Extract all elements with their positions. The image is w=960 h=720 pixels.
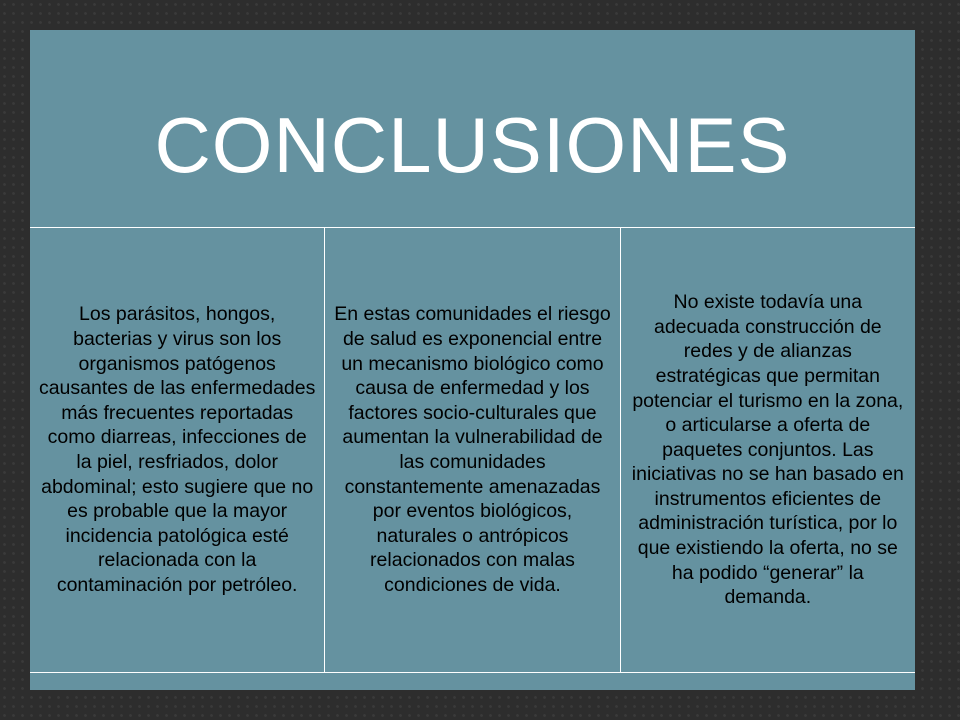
conclusion-text-1: Los parásitos, hongos, bacterias y virus son los organismos patógenos causantes de las enfermedades más frecuentes reportadas como diarreas, infecciones de la piel, resfriados, dolor abdominal; esto sugiere que no es probable que la mayor incidencia patológica esté relacionada con la contaminación por petróleo. xyxy=(38,303,316,596)
conclusions-table xyxy=(30,227,915,673)
slide-footer-band xyxy=(30,673,915,690)
conclusion-cell-3 xyxy=(620,228,915,672)
conclusion-text-2: En estas comunidades el riesgo de salud es exponencial entre un mecanismo biológico como causa de enfermedad y los factores socio-culturales que aumentan la vulnerabilidad de las comunidades constantemente amenazadas por eventos biológicos, naturales o antrópicos relacionados con malas condiciones de vida. xyxy=(334,303,611,596)
slide-title: CONCLUSIONES xyxy=(154,101,791,189)
conclusion-cell-1 xyxy=(30,228,324,672)
slide-panel xyxy=(30,30,915,690)
conclusion-cell-2 xyxy=(324,228,619,672)
conclusion-text-3: No existe todavía una adecuada construcción de redes y de alianzas estratégicas que permitan potenciar el turismo en la zona, o articularse a oferta de paquetes conjuntos. Las iniciativas no se han basado en instrumentos eficientes de administración turística, por lo que existiendo la oferta, no se ha podido “generar” la demanda. xyxy=(631,291,904,609)
